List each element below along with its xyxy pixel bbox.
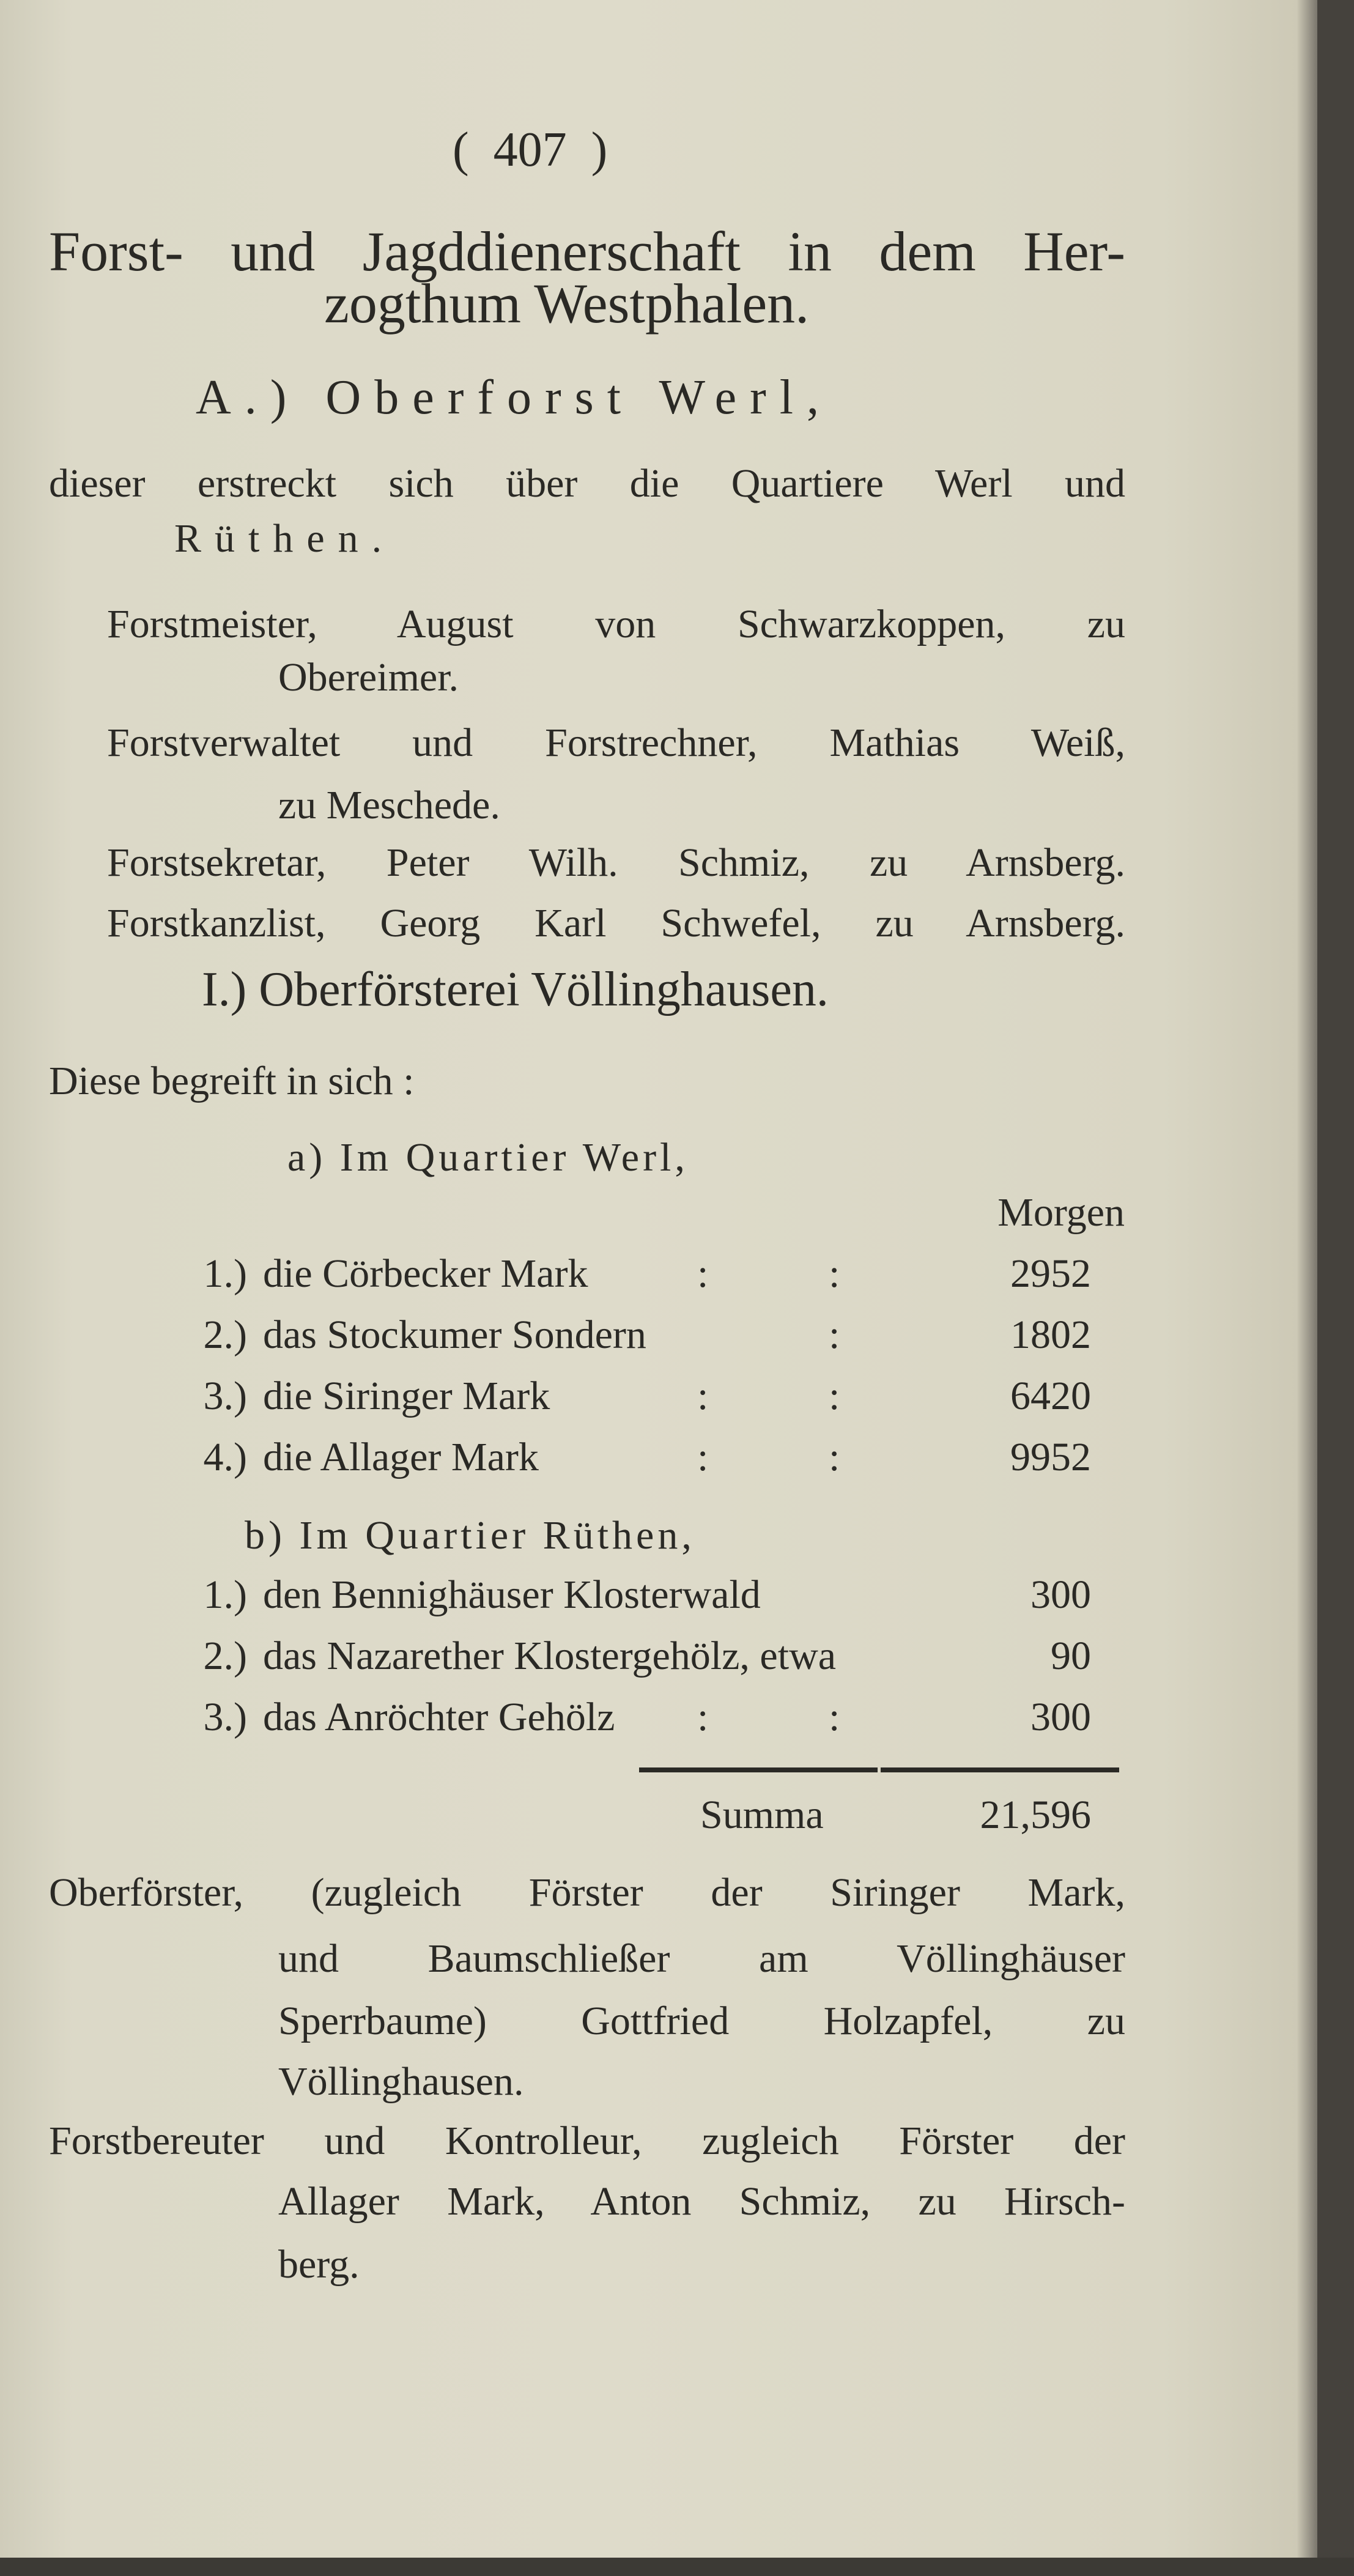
table-cell: : [697,1374,709,1418]
table-cell: : [829,1435,840,1479]
table-cell: 1.) [203,1251,247,1296]
page-number: ( 407 ) [453,123,608,177]
table-cell: : [697,1435,709,1479]
table-cell: : [829,1312,840,1357]
officer-1-line-2: und Baumschließer am Völlinghäuser [278,1936,1125,1981]
staff-forstmeister-place: Obereimer. [278,655,459,700]
staff-forstsekretar: Forstsekretar, Peter Wilh. Schmiz, zu Arnsberg. [107,840,1125,885]
table-cell: 1.) [203,1572,247,1617]
table-cell: : [697,1695,709,1739]
table-row [0,1312,1354,1364]
page-title-line-1: Forst- und Jagddienerschaft in dem Her- [49,220,1125,283]
table-cell: die Cörbecker Mark [263,1251,588,1296]
scan-bottom-edge [0,2558,1354,2576]
section-intro-line-2: Rüthen. [174,516,396,561]
staff-forstkanzlist: Forstkanzlist, Georg Karl Schwefel, zu Arnsberg. [107,901,1125,946]
table-cell: : [829,1374,840,1418]
table-row [0,1697,1354,1746]
staff-forstverwalter-place: zu Meschede. [278,783,500,827]
table-cell: das Anröchter Gehölz [263,1695,615,1739]
staff-forstverwalter: Forstverwaltet und Forstrechner, Mathias Weiß, [107,720,1125,765]
officer-2-line-3: berg. [278,2242,360,2287]
sum-rule-right [881,1767,1119,1772]
quarter-a-heading: a) Im Quartier Werl, [287,1135,689,1180]
table-cell: 300 [1030,1572,1091,1617]
table-cell: die Siringer Mark [263,1374,550,1418]
table-row [0,1376,1354,1425]
officer-2-line-2: Allager Mark, Anton Schmiz, zu Hirsch- [278,2179,1125,2224]
officer-1-line-1: Oberförster, (zugleich Förster der Siringer Mark, [49,1870,1125,1915]
officer-1-line-3: Sperrbaume) Gottfried Holzapfel, zu [278,1999,1125,2043]
table-cell: das Stockumer Sondern [263,1312,646,1357]
table-cell: den Bennighäuser Klosterwald [263,1572,761,1617]
table-cell: 4.) [203,1435,247,1479]
subsection-intro: Diese begreift in sich : [49,1059,415,1103]
section-heading-oberforst-werl: A.) Oberforst Werl, [196,371,833,424]
table-cell: 2952 [1010,1251,1091,1296]
table-cell: : [829,1251,840,1296]
section-intro-line-1: dieser erstreckt sich über die Quartiere Werl und [49,461,1125,506]
unit-header: Morgen [997,1190,1125,1235]
table-cell: 2.) [203,1634,247,1678]
sum-rule-left [639,1767,878,1772]
officer-2-line-1: Forstbereuter und Kontrolleur, zugleich Förster der [49,2119,1125,2163]
table-cell: die Allager Mark [263,1435,539,1479]
table-cell: 3.) [203,1374,247,1418]
total-label: Summa [700,1793,824,1837]
table-row [0,1251,1354,1303]
table-row [0,1636,1354,1685]
table-cell: : [829,1695,840,1739]
page-title-line-2: zogthum Westphalen. [324,272,810,335]
table-cell: 2.) [203,1312,247,1357]
table-cell: 300 [1030,1695,1091,1739]
total-value: 21,596 [980,1793,1091,1837]
table-cell: 9952 [1010,1435,1091,1479]
table-cell: 6420 [1010,1374,1091,1418]
subsection-heading: I.) Oberförsterei Völlinghausen. [202,963,829,1016]
table-row [0,1437,1354,1486]
table-cell: 1802 [1010,1312,1091,1357]
table-row [0,1572,1354,1624]
table-cell: das Nazarether Klostergehölz, etwa [263,1634,837,1678]
officer-1-line-4: Völlinghausen. [278,2059,524,2104]
table-cell: 3.) [203,1695,247,1739]
staff-forstmeister: Forstmeister, August von Schwarzkoppen, zu [107,602,1125,646]
table-cell: : [697,1251,709,1296]
table-cell: 90 [1051,1634,1091,1678]
quarter-b-heading: b) Im Quartier Rüthen, [245,1513,695,1558]
